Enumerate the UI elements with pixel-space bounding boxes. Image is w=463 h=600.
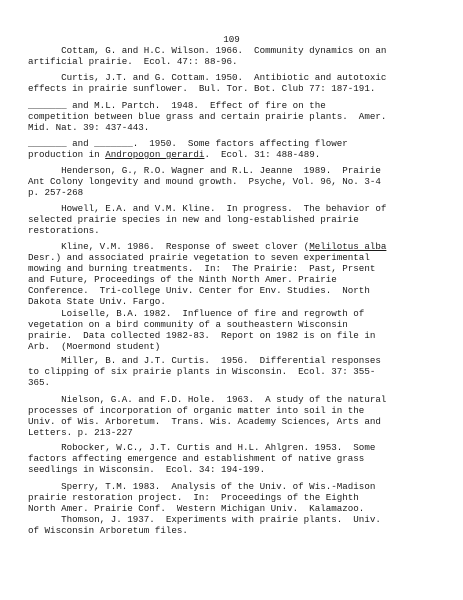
reference-line: Kline, V.M. 1986. Response of sweet clover (Melilotus alba [28,241,387,252]
reference-line: effects in prairie sunflower. Bul. Tor. Bot. Club 77: 187-191. [28,83,376,94]
reference-line: Henderson, G., R.O. Wagner and R.L. Jeanne 1989. Prairie [28,165,381,176]
reference-line: North Amer. Prairie Conf. Western Michigan Univ. Kalamazoo. [28,503,365,514]
reference-line: Curtis, J.T. and G. Cottam. 1950. Antibiotic and autotoxic [28,72,387,83]
reference-entry [28,138,446,160]
reference-line: Howell, E.A. and V.M. Kline. In progress. The behavior of [28,203,387,214]
reference-entry [28,442,446,475]
reference-line: 365. [28,377,51,388]
reference-line: to clipping of six prairie plants in Wisconsin. Ecol. 37: 355- [28,366,376,377]
reference-line: _______ and M.L. Partch. 1948. Effect of fire on the [28,100,326,111]
reference-line: and Future, Proceedings of the Ninth North Amer. Prairie [28,274,337,285]
reference-line: Miller, B. and J.T. Curtis. 1956. Differential responses [28,355,381,366]
scientific-name: Andropogon gerardi [105,149,205,160]
reference-line: Letters. p. 213-227 [28,427,133,438]
reference-entry [28,355,446,388]
reference-line: Sperry, T.M. 1983. Analysis of the Univ. of Wis.-Madison [28,481,376,492]
reference-entry [28,203,446,236]
reference-line: competition between blue grass and certain prairie plants. Amer. [28,111,387,122]
reference-entry [28,72,446,94]
reference-line: seedlings in Wisconsin. Ecol. 34: 194-199. [28,464,266,475]
reference-line: mowing and burning treatments. In: The Prairie: Past, Prsent [28,263,376,274]
reference-line: _______ and _______. 1950. Some factors affecting flower [28,138,348,149]
reference-line: Cottam, G. and H.C. Wilson. 1966. Community dynamics on an [28,45,387,56]
reference-line: factors affecting emergence and establishment of native grass [28,453,365,464]
reference-line: Conference. Tri-college Univ. Center for Env. Studies. North [28,285,370,296]
reference-entry [28,45,446,67]
reference-line: Robocker, W.C., J.T. Curtis and H.L. Ahlgren. 1953. Some [28,442,376,453]
reference-line: Mid. Nat. 39: 437-443. [28,122,150,133]
reference-line: production in Andropogon gerardi. Ecol. 31: 488-489. [28,149,321,160]
reference-entry [28,241,446,307]
reference-line: Thomson, J. 1937. Experiments with prairie plants. Univ. [28,514,381,525]
reference-line: Desr.) and associated prairie vegetation to seven experimental [28,252,370,263]
reference-line: Univ. of Wis. Arboretum. Trans. Wis. Academy Sciences, Arts and [28,416,381,427]
reference-line: Dakota State Univ. Fargo. [28,296,166,307]
reference-line: Nielson, G.A. and F.D. Hole. 1963. A study of the natural [28,394,387,405]
reference-line: Ant Colony longevity and mound growth. Psyche, Vol. 96, No. 3-4 [28,176,381,187]
reference-entry [28,308,446,352]
reference-entry [28,100,446,133]
reference-line: vegetation on a bird community of a southeastern Wisconsin [28,319,348,330]
reference-line: Arb. (Moermond student) [28,341,161,352]
reference-entry [28,165,446,198]
reference-line: restorations. [28,225,100,236]
scientific-name: Melilotus alba [309,241,387,252]
page-number: 109 [223,34,240,45]
reference-line: Loiselle, B.A. 1982. Influence of fire and regrowth of [28,308,365,319]
reference-line: artificial prairie. Ecol. 47:: 88-96. [28,56,238,67]
reference-line: processes of incorporation of organic matter into soil in the [28,405,365,416]
reference-line: prairie. Data collected 1982-83. Report on 1982 is on file in [28,330,376,341]
reference-entry [28,394,446,438]
reference-line: of Wisconsin Arboretum files. [28,525,188,536]
reference-line: prairie restoration project. In: Proceedings of the Eighth [28,492,359,503]
reference-entry [28,481,446,536]
reference-line: p. 257-268 [28,187,84,198]
reference-line: selected prairie species in new and long-established prairie [28,214,359,225]
